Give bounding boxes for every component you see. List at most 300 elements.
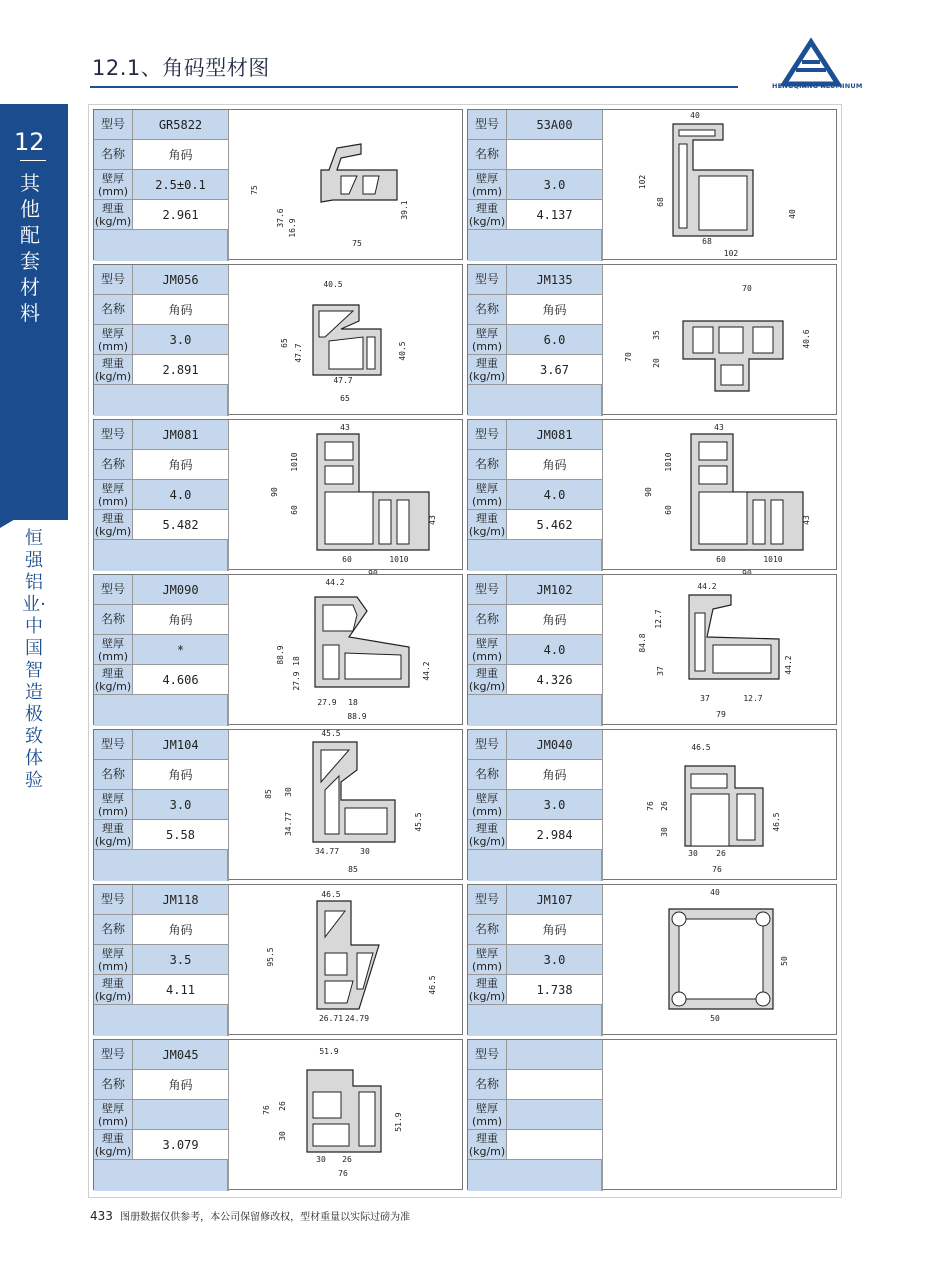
- spec-model-row: [94, 575, 228, 605]
- profile-cell: [467, 264, 837, 415]
- spec-thickness-row: [94, 170, 228, 200]
- spec-weight-row: [94, 355, 228, 385]
- profile-section-diagram: [229, 885, 465, 1036]
- spec-table: [94, 885, 228, 1034]
- spec-model-value: GR5822: [133, 110, 228, 139]
- dimension-label: 44.2: [325, 578, 345, 587]
- spec-name-label: 名称: [468, 450, 507, 479]
- spec-name-value: 角码: [507, 450, 602, 479]
- dimension-label: 30: [660, 827, 669, 837]
- spec-blank-row: [94, 385, 228, 416]
- spec-name-row: [468, 1070, 602, 1100]
- spec-thickness-row: [468, 170, 602, 200]
- spec-name-row: [468, 450, 602, 480]
- spec-thickness-value: 3.0: [507, 790, 602, 819]
- spec-thickness-row: [468, 945, 602, 975]
- spec-name-row: [468, 915, 602, 945]
- spec-table: [94, 110, 228, 259]
- spec-weight-row: [468, 1130, 602, 1160]
- profile-section-diagram: [229, 575, 465, 726]
- spec-thickness-row: [94, 325, 228, 355]
- spec-weight-label: 理重(kg/m): [468, 356, 506, 383]
- dimension-label: 44.2: [697, 582, 717, 591]
- spec-thickness-label: 壁厚(mm): [94, 945, 133, 974]
- dimension-label: 45.5: [414, 812, 423, 832]
- spec-blank-row: [94, 230, 228, 261]
- dimension-label: 34.77: [314, 847, 340, 856]
- page-footer: [90, 1208, 410, 1223]
- spec-table: [94, 420, 228, 569]
- dimension-label: 30: [278, 1131, 287, 1141]
- spec-thickness-label: 壁厚(mm): [94, 635, 133, 664]
- spec-name-label: 名称: [468, 605, 507, 634]
- dimension-label: 27.9: [317, 698, 337, 707]
- spec-thickness-row: [94, 480, 228, 510]
- spec-model-label: 型号: [468, 575, 507, 604]
- dimension-label: 65: [340, 394, 350, 403]
- spec-name-label: 名称: [94, 140, 133, 169]
- profile-cell: [467, 884, 837, 1035]
- spec-weight-label: 理重(kg/m): [94, 356, 132, 383]
- spec-blank-row: [468, 850, 602, 881]
- spec-thickness-value: 3.5: [133, 945, 228, 974]
- dimension-label: 43: [802, 515, 811, 525]
- spec-thickness-label: 壁厚(mm): [468, 945, 507, 974]
- dimension-label: 35: [652, 330, 661, 340]
- profile-section-diagram: [603, 1040, 839, 1191]
- spec-name-value: [507, 140, 602, 169]
- spec-name-label: 名称: [468, 915, 507, 944]
- spec-blank-row: [468, 1005, 602, 1036]
- spec-model-value: JM135: [507, 265, 602, 294]
- dimension-label: 95.5: [266, 947, 275, 967]
- spec-weight-label: 理重(kg/m): [94, 201, 132, 228]
- profile-cell: [93, 264, 463, 415]
- spec-model-row: [94, 420, 228, 450]
- profile-section-diagram: [229, 1040, 465, 1191]
- brand-slogan: 恒强铝业·中国智造 极致体验: [22, 528, 46, 791]
- spec-weight-row: [468, 355, 602, 385]
- spec-name-value: 角码: [507, 760, 602, 789]
- spec-model-row: [468, 730, 602, 760]
- spec-thickness-label: 壁厚(mm): [94, 170, 133, 199]
- dimension-label: 40.5: [323, 280, 343, 289]
- sidebar-diagonal: [0, 488, 68, 528]
- dimension-label: 27.9: [292, 671, 301, 691]
- spec-weight-value: [507, 1130, 602, 1159]
- dimension-label: 30: [316, 1155, 326, 1164]
- spec-name-value: 角码: [133, 1070, 228, 1099]
- spec-table: [94, 265, 228, 414]
- dimension-label: 85: [348, 865, 358, 874]
- spec-model-row: [468, 420, 602, 450]
- dimension-label: 37: [656, 666, 665, 676]
- spec-name-value: 角码: [133, 760, 228, 789]
- spec-model-value: JM081: [133, 420, 228, 449]
- spec-name-row: [94, 1070, 228, 1100]
- dimension-label: 102: [723, 249, 739, 258]
- spec-name-row: [94, 760, 228, 790]
- dimension-label: 47.7: [333, 376, 353, 385]
- dimension-label: 88.9: [347, 712, 367, 721]
- dimension-label: 70: [742, 284, 752, 293]
- profile-drawing: [602, 575, 838, 726]
- spec-thickness-row: [94, 635, 228, 665]
- spec-weight-value: 5.58: [133, 820, 228, 849]
- dimension-label: 84.8: [638, 633, 647, 653]
- spec-model-value: JM045: [133, 1040, 228, 1069]
- dimension-label: 46.5: [772, 812, 781, 832]
- spec-blank-row: [94, 540, 228, 571]
- spec-name-value: 角码: [507, 605, 602, 634]
- profile-drawing: [228, 110, 464, 261]
- spec-table: [468, 265, 602, 414]
- spec-thickness-value: 3.0: [133, 790, 228, 819]
- spec-weight-value: 2.891: [133, 355, 228, 384]
- dimension-label: 51.9: [319, 1047, 339, 1056]
- spec-thickness-value: 2.5±0.1: [133, 170, 228, 199]
- dimension-label: 79: [716, 710, 726, 719]
- dimension-label: 12.7: [654, 609, 663, 629]
- spec-name-row: [94, 605, 228, 635]
- spec-name-row: [94, 295, 228, 325]
- dimension-label: 76: [712, 865, 722, 874]
- spec-name-label: 名称: [94, 915, 133, 944]
- spec-table: [94, 1040, 228, 1189]
- spec-blank-row: [94, 1005, 228, 1036]
- dimension-label: 43: [714, 423, 724, 432]
- profile-cell: [467, 729, 837, 880]
- spec-table: [94, 730, 228, 879]
- spec-thickness-label: 壁厚(mm): [94, 325, 133, 354]
- profile-drawing: [602, 730, 838, 881]
- spec-weight-value: 5.482: [133, 510, 228, 539]
- spec-thickness-value: 4.0: [133, 480, 228, 509]
- spec-thickness-label: 壁厚(mm): [468, 790, 507, 819]
- spec-table: [468, 575, 602, 724]
- page-number: 433: [90, 1209, 113, 1223]
- dimension-label: 26: [660, 801, 669, 811]
- spec-model-row: [468, 1040, 602, 1070]
- dimension-label: 34.77: [284, 811, 293, 837]
- spec-thickness-row: [94, 945, 228, 975]
- spec-weight-label: 理重(kg/m): [94, 511, 132, 538]
- profile-cell: [467, 419, 837, 570]
- spec-name-row: [468, 605, 602, 635]
- spec-weight-label: 理重(kg/m): [94, 666, 132, 693]
- spec-weight-row: [94, 975, 228, 1005]
- spec-model-value: JM040: [507, 730, 602, 759]
- spec-name-row: [468, 295, 602, 325]
- spec-model-row: [468, 110, 602, 140]
- spec-blank-row: [468, 1160, 602, 1191]
- spec-model-row: [468, 575, 602, 605]
- spec-name-row: [94, 450, 228, 480]
- profile-section-diagram: [603, 420, 839, 571]
- dimension-label: 20: [652, 358, 661, 368]
- spec-name-row: [468, 140, 602, 170]
- spec-model-row: [94, 110, 228, 140]
- profile-drawing: [602, 885, 838, 1036]
- spec-weight-row: [468, 510, 602, 540]
- dimension-label: 26: [716, 849, 726, 858]
- profile-cell: [93, 1039, 463, 1190]
- dimension-label: 43: [428, 515, 437, 525]
- profile-drawing: [228, 420, 464, 571]
- spec-thickness-row: [468, 790, 602, 820]
- spec-weight-value: 4.137: [507, 200, 602, 229]
- profile-drawing: [602, 420, 838, 571]
- spec-name-value: 角码: [133, 915, 228, 944]
- spec-weight-value: 3.079: [133, 1130, 228, 1159]
- spec-name-label: 名称: [468, 760, 507, 789]
- spec-name-row: [94, 915, 228, 945]
- dimension-label: 37: [700, 694, 710, 703]
- page-title: 12.1、角码型材图: [92, 56, 270, 80]
- profile-drawing: [228, 575, 464, 726]
- dimension-label: 26: [278, 1101, 287, 1111]
- spec-weight-label: 理重(kg/m): [468, 821, 506, 848]
- spec-weight-value: 2.961: [133, 200, 228, 229]
- spec-weight-value: 4.11: [133, 975, 228, 1004]
- profile-cell: [467, 109, 837, 260]
- spec-model-label: 型号: [468, 885, 507, 914]
- dimension-label: 90: [270, 487, 279, 497]
- profile-drawing: [602, 110, 838, 261]
- dimension-label: 26: [342, 1155, 352, 1164]
- spec-thickness-row: [468, 635, 602, 665]
- spec-thickness-value: 4.0: [507, 480, 602, 509]
- dimension-label: 40: [710, 888, 720, 897]
- spec-blank-row: [94, 695, 228, 726]
- spec-model-label: 型号: [468, 110, 507, 139]
- dimension-label: 46.5: [691, 743, 711, 752]
- spec-name-value: 角码: [507, 915, 602, 944]
- dimension-label: 26.71: [318, 1014, 344, 1023]
- spec-thickness-label: 壁厚(mm): [468, 1100, 507, 1129]
- spec-thickness-value: 3.0: [507, 170, 602, 199]
- dimension-label: 65: [280, 338, 289, 348]
- spec-weight-row: [468, 820, 602, 850]
- spec-thickness-row: [94, 790, 228, 820]
- spec-model-row: [94, 730, 228, 760]
- spec-name-label: 名称: [94, 605, 133, 634]
- spec-weight-label: 理重(kg/m): [468, 201, 506, 228]
- dimension-label: 51.9: [394, 1112, 403, 1132]
- profile-drawing: [228, 1040, 464, 1191]
- spec-thickness-row: [468, 1100, 602, 1130]
- spec-model-value: JM102: [507, 575, 602, 604]
- spec-thickness-label: 壁厚(mm): [468, 480, 507, 509]
- spec-table: [468, 1040, 602, 1189]
- spec-thickness-row: [468, 325, 602, 355]
- dimension-label: 40.6: [802, 329, 811, 349]
- spec-model-row: [468, 885, 602, 915]
- dimension-label: 47.7: [294, 343, 303, 363]
- profile-drawing: [602, 1040, 838, 1191]
- spec-name-value: 角码: [133, 140, 228, 169]
- profile-cell: [93, 884, 463, 1035]
- spec-name-value: [507, 1070, 602, 1099]
- spec-name-label: 名称: [468, 140, 507, 169]
- spec-weight-row: [94, 820, 228, 850]
- spec-name-value: 角码: [507, 295, 602, 324]
- spec-thickness-label: 壁厚(mm): [94, 480, 133, 509]
- dimension-label: 68: [702, 237, 712, 246]
- spec-weight-label: 理重(kg/m): [468, 666, 506, 693]
- dimension-label: 44.2: [784, 655, 793, 675]
- chapter-divider: [20, 160, 46, 161]
- spec-model-value: 53A00: [507, 110, 602, 139]
- spec-model-value: JM081: [507, 420, 602, 449]
- dimension-label: 30: [284, 787, 293, 797]
- spec-model-row: [468, 265, 602, 295]
- spec-weight-label: 理重(kg/m): [94, 821, 132, 848]
- spec-thickness-row: [468, 480, 602, 510]
- spec-weight-label: 理重(kg/m): [468, 1131, 506, 1158]
- spec-thickness-value: 4.0: [507, 635, 602, 664]
- dimension-label: 40: [788, 209, 797, 219]
- spec-name-label: 名称: [468, 295, 507, 324]
- dimension-label: 1010: [389, 555, 409, 564]
- spec-weight-row: [94, 665, 228, 695]
- profile-section-diagram: [603, 110, 839, 261]
- spec-thickness-value: 6.0: [507, 325, 602, 354]
- profile-section-diagram: [603, 730, 839, 881]
- spec-blank-row: [468, 230, 602, 261]
- dimension-label: 50: [710, 1014, 720, 1023]
- spec-name-label: 名称: [94, 450, 133, 479]
- spec-blank-row: [468, 385, 602, 416]
- dimension-label: 76: [646, 801, 655, 811]
- spec-model-label: 型号: [94, 420, 133, 449]
- spec-thickness-value: 3.0: [507, 945, 602, 974]
- spec-thickness-value: *: [133, 635, 228, 664]
- footer-note: 图册数据仅供参考，本公司保留修改权，型材重量以实际过磅为准: [120, 1212, 411, 1223]
- spec-model-label: 型号: [94, 1040, 133, 1069]
- spec-model-row: [94, 265, 228, 295]
- dimension-label: 44.2: [422, 661, 431, 681]
- spec-weight-row: [468, 975, 602, 1005]
- spec-weight-row: [468, 200, 602, 230]
- spec-weight-value: 2.984: [507, 820, 602, 849]
- spec-weight-row: [94, 200, 228, 230]
- dimension-label: 90: [644, 487, 653, 497]
- profile-drawing: [228, 885, 464, 1036]
- spec-model-label: 型号: [468, 730, 507, 759]
- spec-model-label: 型号: [94, 575, 133, 604]
- dimension-label: 45.5: [321, 729, 341, 738]
- spec-model-value: JM107: [507, 885, 602, 914]
- dimension-label: 75: [352, 239, 362, 248]
- dimension-label: 1010: [290, 452, 299, 472]
- spec-model-label: 型号: [468, 265, 507, 294]
- dimension-label: 37.6: [276, 208, 285, 228]
- dimension-label: 12.7: [743, 694, 763, 703]
- spec-table: [94, 575, 228, 724]
- spec-model-label: 型号: [94, 110, 133, 139]
- dimension-label: 76: [262, 1105, 271, 1115]
- dimension-label: 85: [264, 789, 273, 799]
- dimension-label: 39.1: [400, 200, 409, 220]
- spec-weight-row: [94, 1130, 228, 1160]
- dimension-label: 88.9: [276, 645, 285, 665]
- chapter-number: 12: [14, 128, 45, 156]
- spec-model-label: 型号: [468, 420, 507, 449]
- spec-weight-value: 4.326: [507, 665, 602, 694]
- spec-thickness-label: 壁厚(mm): [468, 635, 507, 664]
- spec-name-label: 名称: [94, 1070, 133, 1099]
- dimension-label: 43: [340, 423, 350, 432]
- dimension-label: 46.5: [428, 975, 437, 995]
- dimension-label: 1010: [763, 555, 783, 564]
- spec-table: [468, 730, 602, 879]
- spec-blank-row: [468, 540, 602, 571]
- spec-model-row: [94, 885, 228, 915]
- profile-section-diagram: [229, 420, 465, 571]
- dimension-label: 60: [716, 555, 726, 564]
- spec-table: [468, 110, 602, 259]
- profile-section-diagram: [229, 265, 465, 416]
- spec-weight-value: 5.462: [507, 510, 602, 539]
- spec-weight-value: 4.606: [133, 665, 228, 694]
- spec-weight-label: 理重(kg/m): [94, 1131, 132, 1158]
- dimension-label: 1010: [664, 452, 673, 472]
- spec-weight-value: 3.67: [507, 355, 602, 384]
- spec-model-label: 型号: [94, 885, 133, 914]
- profile-drawing: [228, 265, 464, 416]
- spec-table: [468, 420, 602, 569]
- dimension-label: 60: [290, 505, 299, 515]
- spec-weight-label: 理重(kg/m): [468, 511, 506, 538]
- dimension-label: 50: [780, 956, 789, 966]
- spec-table: [468, 885, 602, 1034]
- spec-thickness-value: [133, 1100, 228, 1129]
- spec-weight-label: 理重(kg/m): [94, 976, 132, 1003]
- dimension-label: 24.79: [344, 1014, 370, 1023]
- spec-weight-row: [94, 510, 228, 540]
- spec-thickness-value: [507, 1100, 602, 1129]
- chapter-name: 其他配套材料: [20, 171, 40, 325]
- dimension-label: 16.9: [288, 218, 297, 238]
- profile-drawing: [228, 730, 464, 881]
- profile-section-diagram: [603, 575, 839, 726]
- dimension-label: 60: [664, 505, 673, 515]
- spec-thickness-value: 3.0: [133, 325, 228, 354]
- dimension-label: 76: [338, 1169, 348, 1178]
- spec-model-label: 型号: [468, 1040, 507, 1069]
- dimension-label: 30: [688, 849, 698, 858]
- spec-name-row: [94, 140, 228, 170]
- spec-name-label: 名称: [468, 1070, 507, 1099]
- spec-thickness-label: 壁厚(mm): [94, 790, 133, 819]
- spec-name-value: 角码: [133, 295, 228, 324]
- profile-drawing: [602, 265, 838, 416]
- spec-thickness-label: 壁厚(mm): [468, 170, 507, 199]
- dimension-label: 40.5: [398, 341, 407, 361]
- spec-blank-row: [94, 850, 228, 881]
- profile-cell: [93, 729, 463, 880]
- profile-cell: [467, 1039, 837, 1190]
- dimension-label: 40: [690, 111, 700, 120]
- spec-model-value: JM056: [133, 265, 228, 294]
- spec-model-value: JM104: [133, 730, 228, 759]
- dimension-label: 18: [292, 656, 301, 666]
- spec-model-value: JM090: [133, 575, 228, 604]
- spec-thickness-label: 壁厚(mm): [94, 1100, 133, 1129]
- spec-name-value: 角码: [133, 450, 228, 479]
- spec-thickness-row: [94, 1100, 228, 1130]
